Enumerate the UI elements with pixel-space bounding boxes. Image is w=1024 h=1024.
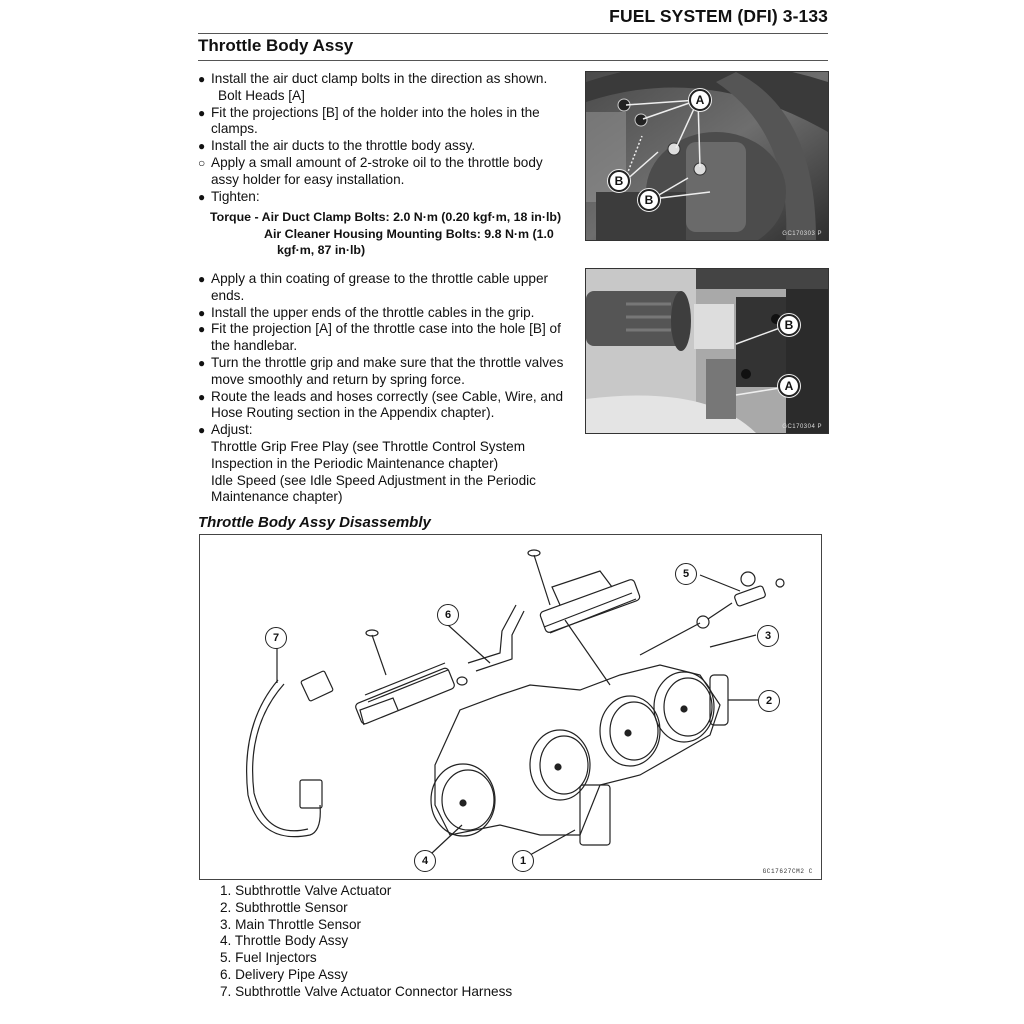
instruction-item: ● Install the upper ends of the throttle cables in the grip.: [198, 304, 535, 320]
exploded-diagram: [199, 534, 822, 880]
instruction-item: ● Apply a thin coating of grease to the throttle cable upper ends.: [198, 271, 549, 303]
instruction-item: ○ Apply a small amount of 2-stroke oil to the throttle body assy holder for easy installation.: [198, 154, 543, 187]
header-rule: [198, 33, 828, 34]
page-header-title: FUEL SYSTEM (DFI) 3-133: [609, 6, 828, 26]
callout-a: A: [778, 375, 800, 397]
bullet-icon: ●: [198, 139, 206, 154]
callout-3: 3: [757, 625, 779, 647]
callout-7: 7: [265, 627, 287, 649]
bullet-icon: ●: [198, 105, 206, 120]
bullet-icon: ●: [198, 305, 206, 320]
callout-6: 6: [437, 604, 459, 626]
instruction-item: ● Install the air ducts to the throttle body assy.: [198, 138, 476, 154]
callout-a: A: [689, 89, 711, 111]
bullet-icon: ●: [198, 355, 206, 370]
throttle-body-exploded-illustration: [200, 535, 821, 879]
instructions-block-2: [198, 271, 568, 506]
photo-code: GC170303 P: [782, 231, 822, 237]
callout-1: 1: [512, 850, 534, 872]
callout-b: B: [638, 189, 660, 211]
legend-item: 3. Main Throttle Sensor: [220, 916, 362, 932]
bullet-icon: ●: [198, 322, 206, 337]
bullet-icon: ●: [198, 423, 206, 438]
instruction-item: ● Install the air duct clamp bolts in the direction as shown.: [198, 71, 548, 86]
parts-legend: [220, 883, 512, 1001]
legend-item: 1. Subthrottle Valve Actuator: [220, 883, 392, 898]
instruction-item: ● Tighten:: [198, 188, 260, 204]
diagram-code: GC17627CM2 C: [762, 868, 813, 875]
legend-item: 2. Subthrottle Sensor: [220, 899, 348, 915]
instruction-item: ● Fit the projections [B] of the holder into the holes in the clamps.: [198, 104, 540, 137]
adjust-item: Throttle Grip Free Play (see Throttle Control System Inspection in the Periodic Maintenance chapter): [211, 438, 526, 471]
legend-item: 5. Fuel Injectors: [220, 950, 317, 966]
callout-b: B: [608, 170, 630, 192]
bullet-icon: ●: [198, 272, 206, 286]
hollow-bullet-icon: ○: [198, 155, 206, 170]
bullet-icon: ●: [198, 389, 206, 404]
torque-line: kgf·m, 87 in·lb): [277, 243, 366, 258]
bullet-icon: ●: [198, 72, 206, 86]
throttle-grip-photo-illustration: [586, 269, 828, 433]
torque-spec: [198, 209, 568, 258]
section-title: Throttle Body Assy: [198, 36, 354, 55]
torque-line: Air Cleaner Housing Mounting Bolts: 9.8 N·m (1.0: [264, 226, 554, 241]
callout-b: B: [778, 314, 800, 336]
callout-4: 4: [414, 850, 436, 872]
instruction-item: ● Adjust:: [198, 422, 253, 438]
photo-code: GC170304 P: [782, 424, 822, 430]
instruction-item: ● Turn the throttle grip and make sure that the throttle valves move smoothly and return by spring force.: [198, 354, 564, 387]
legend-item: 7. Subthrottle Valve Actuator Connector Harness: [220, 983, 513, 999]
adjust-item: Idle Speed (see Idle Speed Adjustment in the Periodic Maintenance chapter): [211, 472, 536, 505]
callout-2: 2: [758, 690, 780, 712]
instruction-item: ● Fit the projection [A] of the throttle case into the hole [B] of the handlebar.: [198, 321, 561, 354]
instruction-subitem: Bolt Heads [A]: [218, 87, 305, 103]
photo-throttle-grip: [585, 268, 829, 434]
instructions-block-1: [198, 71, 568, 259]
photo-air-duct-clamps: [585, 71, 829, 241]
instruction-item: ● Route the leads and hoses correctly (see Cable, Wire, and Hose Routing section in the Appendix chapter).: [198, 388, 564, 421]
section-title-rule: [198, 60, 828, 61]
subsection-title: Throttle Body Assy Disassembly: [198, 514, 431, 531]
torque-line: Torque - Air Duct Clamp Bolts: 2.0 N·m (0.20 kgf·m, 18 in·lb): [210, 210, 562, 225]
legend-item: 4. Throttle Body Assy: [220, 933, 349, 949]
legend-item: 6. Delivery Pipe Assy: [220, 966, 348, 982]
callout-5: 5: [675, 563, 697, 585]
bullet-icon: ●: [198, 189, 206, 204]
